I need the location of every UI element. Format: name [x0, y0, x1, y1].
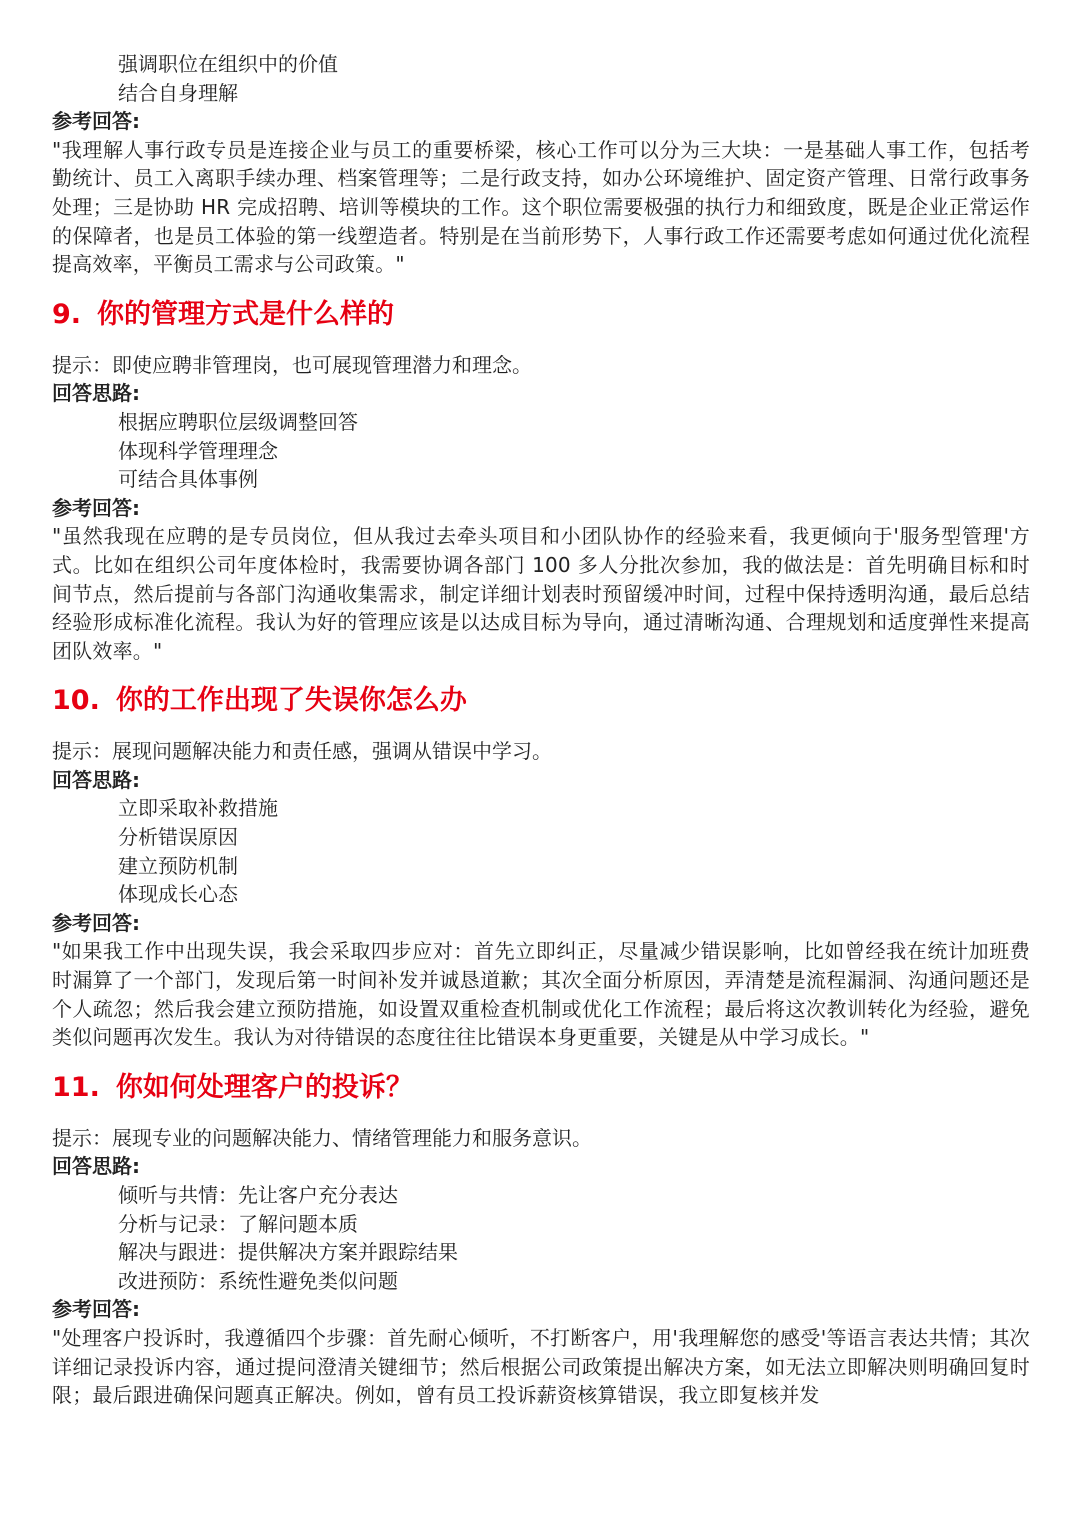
approach-point: 根据应聘职位层级调整回答: [118, 409, 358, 434]
hint-text: 提示：展现专业的问题解决能力、情绪管理能力和服务意识。: [52, 1125, 592, 1150]
hint-text: 提示：展现问题解决能力和责任感，强调从错误中学习。: [52, 739, 552, 764]
approach-point: 可结合具体事例: [118, 467, 258, 492]
approach-label: 回答思路:: [52, 381, 140, 406]
answer-label: 参考回答:: [52, 495, 140, 520]
reference-answer: "处理客户投诉时，我遵循四个步骤：首先耐心倾听，不打断客户，用'我理解您的感受'等语言表达共情；其次详细记录投诉内容，通过提问澄清关键细节；然后根据公司政策提出解决方案，如无法立即解决则明确回复时限；最后跟进确保问题真正解决。例如，曾有员工投诉薪资核算错误，我立即复核并发: [52, 1325, 1030, 1408]
approach-point: 解决与跟进：提供解决方案并跟踪结果: [118, 1240, 458, 1265]
approach-point: 结合自身理解: [118, 80, 238, 105]
approach-point: 建立预防机制: [118, 853, 238, 878]
reference-answer: "虽然我现在应聘的是专员岗位，但从我过去牵头项目和小团队协作的经验来看，我更倾向于'服务型管理'方式。比如在组织公司年度体检时，我需要协调各部门 100 多人分批次参加，我的做法是：首先明确目标和时间节点，然后提前与各部门沟通收集需求，制定详细计划表时预留缓冲时间，过程中保持透明沟通，最后总结经验形成标准化流程。我认为好的管理应该是以达成目标为导向，通过清晰沟通、合理规划和适度弹性来提高团队效率。": [52, 524, 1030, 663]
answer-label: 参考回答:: [52, 1297, 140, 1322]
approach-point: 倾听与共情：先让客户充分表达: [118, 1183, 398, 1207]
hint-text: 提示：即使应聘非管理岗，也可展现管理潜力和理念。: [52, 352, 532, 377]
question-section-10: [52, 683, 1030, 1052]
answer-label: 参考回答:: [52, 910, 140, 935]
question-title: 你的管理方式是什么样的: [97, 298, 395, 330]
question-number: 11.: [52, 1071, 100, 1103]
answer-label: 参考回答:: [52, 109, 140, 134]
reference-answer: "我理解人事行政专员是连接企业与员工的重要桥梁，核心工作可以分为三大块：一是基础人事工作，包括考勤统计、员工入离职手续办理、档案管理等；二是行政支持，如办公环境维护、固定资产管理、日常行政事务处理；三是协助 HR 完成招聘、培训等模块的工作。这个职位需要极强的执行力和细致度，既是企业正常运作的保障者，也是员工体验的第一线塑造者。特别是在当前形势下，人事行政工作还需要考虑如何通过优化流程提高效率，平衡员工需求与公司政策。": [52, 137, 1030, 277]
question-section-9: [52, 297, 1030, 666]
question-number: 10.: [52, 685, 100, 717]
approach-label: 回答思路:: [52, 1154, 140, 1179]
intro-block: [52, 50, 1030, 279]
question-title: 你的工作出现了失误你怎么办: [115, 685, 467, 717]
approach-point: 改进预防：系统性避免类似问题: [118, 1268, 398, 1293]
approach-point: 强调职位在组织中的价值: [118, 52, 338, 76]
question-title: 你如何处理客户的投诉？: [115, 1071, 413, 1103]
question-heading: [52, 1070, 1030, 1106]
approach-point: 立即采取补救措施: [118, 796, 278, 821]
reference-answer: "如果我工作中出现失误，我会采取四步应对：首先立即纠正，尽量减少错误影响，比如曾经我在统计加班费时漏算了一个部门，发现后第一时间补发并诚恳道歉；其次全面分析原因，弄清楚是流程漏洞、沟通问题还是个人疏忽；然后我会建立预防措施，如设置双重检查机制或优化工作流程；最后将这次教训转化为经验，避免类似问题再次发生。我认为对待错误的态度往往比错误本身更重要，关键是从中学习成长。": [52, 939, 1030, 1050]
approach-point: 体现科学管理理念: [118, 438, 278, 463]
approach-point: 体现成长心态: [118, 882, 238, 907]
approach-point: 分析错误原因: [118, 825, 238, 850]
question-section-11: [52, 1070, 1030, 1410]
question-number: 9.: [52, 298, 82, 330]
question-heading: [52, 683, 1030, 719]
approach-label: 回答思路:: [52, 767, 140, 792]
question-heading: [52, 297, 1030, 333]
approach-point: 分析与记录：了解问题本质: [118, 1211, 358, 1236]
